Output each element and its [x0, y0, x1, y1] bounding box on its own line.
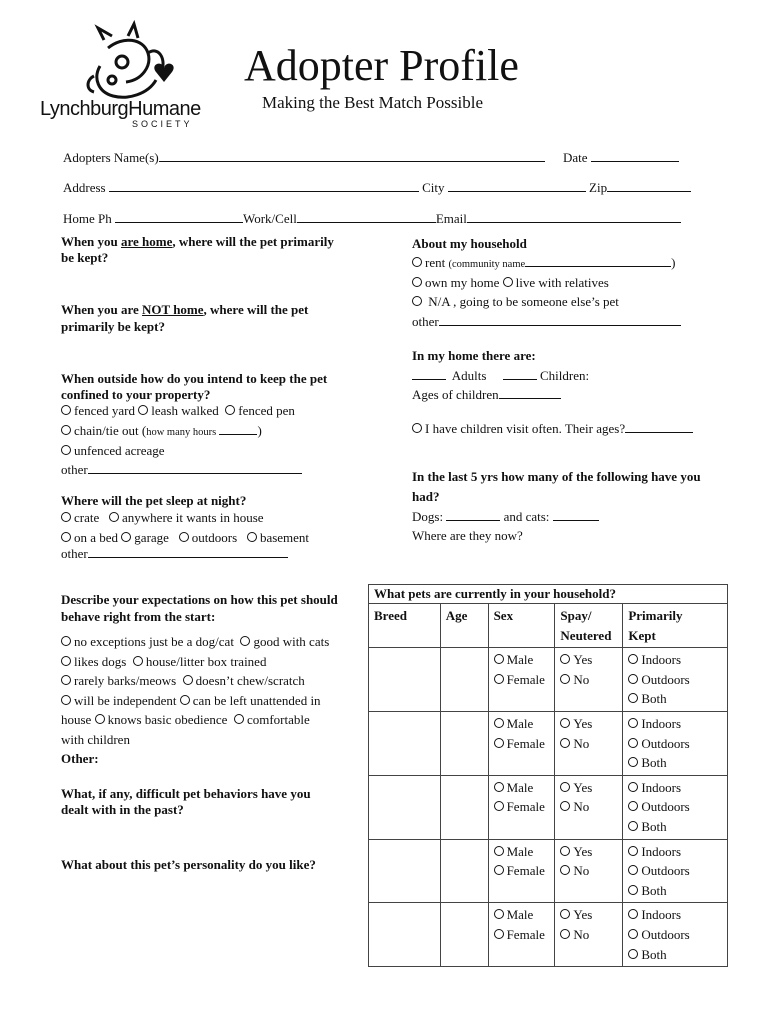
- opt-on-bed: on a bed: [74, 530, 119, 545]
- cats-input[interactable]: [553, 509, 599, 521]
- q1-line2: be kept?: [61, 250, 109, 265]
- radio-unattended[interactable]: [180, 695, 190, 705]
- radio-male[interactable]: [494, 846, 504, 856]
- last5-line1: In the last 5 yrs how many of the following have you: [412, 469, 701, 484]
- own-row: [412, 275, 609, 291]
- home-ph-input[interactable]: [115, 211, 243, 223]
- radio-indoors[interactable]: [628, 654, 638, 664]
- radio-outdoors-kept[interactable]: [628, 929, 638, 939]
- radio-outdoors[interactable]: [179, 532, 189, 542]
- opt-no: No: [573, 863, 590, 879]
- opt-basement: basement: [259, 530, 310, 545]
- opt-house-trained: house/litter box trained: [145, 654, 267, 669]
- opt-male: Male: [506, 907, 534, 923]
- q4-label: Where will the pet sleep at night?: [61, 493, 247, 508]
- opt-both: Both: [641, 946, 667, 962]
- opt-rent: rent: [425, 255, 446, 270]
- where-now: Where are they now?: [412, 528, 523, 543]
- pets-table-title: What pets are currently in your household?: [369, 585, 728, 604]
- opt-both: Both: [641, 691, 667, 707]
- header-spay: Spay/: [560, 608, 592, 623]
- visit-label: I have children visit often. Their ages?: [425, 421, 626, 436]
- radio-yes[interactable]: [560, 909, 570, 919]
- opt-no-chew: doesn’t chew/scratch: [195, 673, 305, 688]
- radio-male[interactable]: [494, 718, 504, 728]
- radio-female[interactable]: [494, 738, 504, 748]
- household-other: [412, 314, 681, 330]
- radio-no[interactable]: [560, 865, 570, 875]
- opt-male: Male: [506, 779, 534, 795]
- opt-male: Male: [506, 715, 534, 731]
- q5-row2: [61, 654, 266, 670]
- work-cell-input[interactable]: [297, 211, 436, 223]
- radio-outdoors-kept[interactable]: [628, 801, 638, 811]
- age-input[interactable]: [440, 775, 488, 839]
- q2-underlined: NOT home: [142, 302, 204, 317]
- opt-no: No: [573, 799, 590, 815]
- radio-comfortable[interactable]: [234, 714, 244, 724]
- radio-anywhere[interactable]: [109, 512, 119, 522]
- chain-hours-input[interactable]: [219, 423, 257, 435]
- q5-row6: with children: [61, 732, 130, 747]
- opt-chain: chain/tie out (: [74, 423, 147, 438]
- radio-obedience[interactable]: [95, 714, 105, 724]
- radio-female[interactable]: [494, 929, 504, 939]
- radio-both[interactable]: [628, 757, 638, 767]
- q5-row5: [61, 712, 310, 728]
- opt-relatives: live with relatives: [515, 275, 609, 290]
- page-title: Adopter Profile: [244, 41, 519, 90]
- q5-line2: behave right from the start:: [61, 609, 216, 624]
- q3-line1: When outside how do you intend to keep the pet: [61, 371, 328, 386]
- radio-visit[interactable]: [412, 423, 422, 433]
- cats-label: and cats:: [503, 509, 550, 524]
- radio-no[interactable]: [560, 929, 570, 939]
- col-age: [440, 604, 488, 648]
- q2-post: , where will the pet: [203, 302, 309, 317]
- opt-obedience: knows basic obedience: [107, 712, 228, 727]
- opt-female: Female: [506, 735, 545, 751]
- radio-outdoors-kept[interactable]: [628, 674, 638, 684]
- home-ph-label: Home Ph: [63, 211, 112, 226]
- email-input[interactable]: [467, 211, 681, 223]
- radio-crate[interactable]: [61, 512, 71, 522]
- household-heading: About my household: [412, 236, 527, 251]
- q1-post: , where will the pet primarily: [172, 234, 334, 249]
- q2-pre: When you are: [61, 302, 143, 317]
- q2-line2: primarily be kept?: [61, 319, 165, 334]
- q3-unfenced: [61, 443, 165, 459]
- opt-outdoors: outdoors: [191, 530, 238, 545]
- q5-line1: Describe your expectations on how this pet should: [61, 592, 338, 607]
- radio-relatives[interactable]: [503, 277, 513, 287]
- opt-own: own my home: [425, 275, 500, 290]
- opt-outdoors-kept: Outdoors: [641, 799, 690, 815]
- cat-logo-icon: [38, 18, 208, 106]
- opt-yes: Yes: [573, 907, 593, 923]
- opt-yes: Yes: [573, 715, 593, 731]
- page-subtitle: Making the Best Match Possible: [262, 93, 483, 112]
- opt-outdoors-kept: Outdoors: [641, 863, 690, 879]
- breed-input[interactable]: [369, 775, 441, 839]
- radio-both[interactable]: [628, 949, 638, 959]
- col-sex: [488, 604, 555, 648]
- radio-female[interactable]: [494, 865, 504, 875]
- radio-fenced-yard[interactable]: [61, 405, 71, 415]
- radio-no[interactable]: [560, 738, 570, 748]
- radio-good-cats[interactable]: [240, 636, 250, 646]
- radio-male[interactable]: [494, 654, 504, 664]
- radio-independent[interactable]: [61, 695, 71, 705]
- table-row: [369, 775, 728, 839]
- opt-no-exceptions: no exceptions just be a dog/cat: [74, 634, 234, 649]
- adults-input[interactable]: [412, 368, 446, 380]
- address-label: Address: [63, 180, 106, 195]
- radio-no[interactable]: [560, 801, 570, 811]
- header-neutered: Neutered: [560, 627, 612, 643]
- children-label: Children:: [539, 368, 590, 383]
- q5-row1: [61, 634, 329, 650]
- radio-both[interactable]: [628, 885, 638, 895]
- opt-indoors: Indoors: [641, 907, 682, 923]
- opt-unattended: can be left unattended in: [192, 693, 321, 708]
- ages-row: [412, 387, 561, 403]
- table-row: [369, 711, 728, 775]
- rent-row: [412, 255, 676, 271]
- q5-row3: [61, 673, 305, 689]
- radio-unfenced[interactable]: [61, 445, 71, 455]
- adults-label: Adults: [451, 368, 487, 383]
- opt-fenced-yard: fenced yard: [74, 403, 135, 418]
- household-other-label: other: [412, 314, 439, 329]
- opt-anywhere: anywhere it wants in house: [122, 510, 264, 525]
- q6-line2: dealt with in the past?: [61, 802, 184, 817]
- opt-comfortable: comfortable: [246, 712, 310, 727]
- logo: [38, 18, 208, 130]
- names-input[interactable]: [159, 150, 545, 162]
- header-primarily: Primarily: [628, 608, 683, 623]
- names-label: Adopters Name(s): [63, 150, 159, 165]
- q3-chain: [61, 423, 262, 439]
- opt-outdoors-kept: Outdoors: [641, 735, 690, 751]
- dogs-input[interactable]: [446, 509, 500, 521]
- address-input[interactable]: [109, 180, 419, 192]
- radio-chain[interactable]: [61, 425, 71, 435]
- q-not-home-kept: [61, 302, 308, 318]
- q5-row4: [61, 693, 321, 709]
- radio-yes[interactable]: [560, 654, 570, 664]
- in-home-heading: In my home there are:: [412, 348, 536, 363]
- ages-label: Ages of children: [412, 387, 499, 402]
- city-input[interactable]: [448, 180, 586, 192]
- q5-other: Other:: [61, 751, 99, 766]
- breed-input[interactable]: [369, 648, 441, 712]
- radio-male[interactable]: [494, 782, 504, 792]
- radio-own[interactable]: [412, 277, 422, 287]
- breed-input[interactable]: [369, 711, 441, 775]
- dogs-cats-row: [412, 509, 599, 525]
- chain-hours-label: how many hours: [146, 427, 217, 438]
- opt-male: Male: [506, 652, 534, 668]
- radio-house-trained[interactable]: [133, 656, 143, 666]
- opt-indoors: Indoors: [641, 843, 682, 859]
- opt-no: No: [573, 926, 590, 942]
- q3-other-input[interactable]: [88, 462, 302, 474]
- children-input[interactable]: [503, 368, 537, 380]
- radio-no-exceptions[interactable]: [61, 636, 71, 646]
- rent-community-label: (community name: [448, 259, 526, 270]
- age-input[interactable]: [440, 903, 488, 967]
- household-other-input[interactable]: [439, 314, 681, 326]
- q4-other-input[interactable]: [88, 546, 288, 558]
- radio-fenced-pen[interactable]: [225, 405, 235, 415]
- q3-options: [61, 403, 295, 419]
- opt-leash-walked: leash walked: [151, 403, 219, 418]
- header-breed: Breed: [374, 608, 407, 623]
- radio-outdoors-kept[interactable]: [628, 738, 638, 748]
- radio-leash-walked[interactable]: [138, 405, 148, 415]
- na-row: [412, 294, 619, 310]
- radio-male[interactable]: [494, 909, 504, 919]
- opt-fenced-pen: fenced pen: [238, 403, 295, 418]
- age-input[interactable]: [440, 839, 488, 903]
- opt-unfenced: unfenced acreage: [74, 443, 165, 458]
- table-row: [369, 903, 728, 967]
- q3-other: [61, 462, 302, 478]
- opt-indoors: Indoors: [641, 715, 682, 731]
- last5-line2: had?: [412, 489, 440, 504]
- opt-yes: Yes: [573, 779, 593, 795]
- opt-good-cats: good with cats: [253, 634, 330, 649]
- opt-indoors: Indoors: [641, 779, 682, 795]
- zip-input[interactable]: [607, 180, 691, 192]
- radio-yes[interactable]: [560, 846, 570, 856]
- radio-no-chew[interactable]: [183, 675, 193, 685]
- visit-row: [412, 421, 693, 437]
- table-row: [369, 648, 728, 712]
- opt-female: Female: [506, 926, 545, 942]
- opt-no: No: [573, 671, 590, 687]
- rent-end: ): [671, 255, 676, 270]
- pets-table: [368, 584, 728, 967]
- names-row: [63, 150, 545, 166]
- radio-female[interactable]: [494, 801, 504, 811]
- opt-rarely-barks: rarely barks/meows: [74, 673, 177, 688]
- q4-other-label: other: [61, 546, 88, 561]
- q4-row1: [61, 510, 264, 526]
- breed-input[interactable]: [369, 903, 441, 967]
- age-input[interactable]: [440, 648, 488, 712]
- radio-basement[interactable]: [247, 532, 257, 542]
- visit-ages-input[interactable]: [625, 421, 693, 433]
- opt-outdoors-kept: Outdoors: [641, 671, 690, 687]
- opt-indoors: Indoors: [641, 652, 682, 668]
- opt-female: Female: [506, 671, 545, 687]
- opt-male: Male: [506, 843, 534, 859]
- col-spay: [555, 604, 623, 648]
- q1-underlined: are home: [120, 234, 173, 249]
- q6-line1: What, if any, difficult pet behaviors have you: [61, 786, 311, 801]
- rent-community-input[interactable]: [525, 255, 671, 267]
- ages-input[interactable]: [499, 387, 561, 399]
- email-label: Email: [435, 211, 467, 226]
- opt-outdoors-kept: Outdoors: [641, 926, 690, 942]
- q4-other: [61, 546, 288, 562]
- phone-row: [63, 211, 681, 227]
- chain-end: ): [257, 423, 262, 438]
- radio-indoors[interactable]: [628, 718, 638, 728]
- logo-brand: LynchburgHumane: [40, 98, 201, 120]
- address-row: [63, 180, 691, 196]
- radio-indoors[interactable]: [628, 782, 638, 792]
- opt-garage: garage: [134, 530, 169, 545]
- radio-rent[interactable]: [412, 257, 422, 267]
- q3-line2: confined to your property?: [61, 387, 211, 402]
- radio-na[interactable]: [412, 296, 422, 306]
- col-kept: [623, 604, 728, 648]
- radio-rarely-barks[interactable]: [61, 675, 71, 685]
- table-row: [369, 839, 728, 903]
- radio-yes[interactable]: [560, 782, 570, 792]
- radio-indoors[interactable]: [628, 909, 638, 919]
- date-input[interactable]: [591, 150, 679, 162]
- opt-na: N/A , going to be someone else’s pet: [428, 294, 619, 309]
- dogs-label: Dogs:: [412, 509, 444, 524]
- breed-input[interactable]: [369, 839, 441, 903]
- radio-on-bed[interactable]: [61, 532, 71, 542]
- col-breed: [369, 604, 441, 648]
- q1-pre: When you: [61, 234, 121, 249]
- q3-other-label: other: [61, 462, 88, 477]
- opt-both: Both: [641, 755, 667, 771]
- header-sex: Sex: [493, 608, 514, 623]
- opt-yes: Yes: [573, 843, 593, 859]
- q-home-kept: [61, 234, 334, 250]
- opt-female: Female: [506, 863, 545, 879]
- radio-no[interactable]: [560, 674, 570, 684]
- opt-no: No: [573, 735, 590, 751]
- age-input[interactable]: [440, 711, 488, 775]
- opt-crate: crate: [74, 510, 100, 525]
- opt-both: Both: [641, 882, 667, 898]
- date-row: [563, 150, 679, 166]
- radio-outdoors-kept[interactable]: [628, 865, 638, 875]
- opt-yes: Yes: [573, 652, 593, 668]
- radio-garage[interactable]: [121, 532, 131, 542]
- opt-independent: will be independent: [74, 693, 177, 708]
- radio-indoors[interactable]: [628, 846, 638, 856]
- opt-both: Both: [641, 818, 667, 834]
- date-label: Date: [563, 150, 588, 165]
- adults-row: [412, 368, 589, 384]
- city-label: City: [422, 180, 445, 195]
- radio-female[interactable]: [494, 674, 504, 684]
- radio-likes-dogs[interactable]: [61, 656, 71, 666]
- q7-label: What about this pet’s personality do you like?: [61, 857, 316, 872]
- radio-both[interactable]: [628, 693, 638, 703]
- header-kept: Kept: [628, 627, 656, 643]
- opt-likes-dogs: likes dogs: [74, 654, 127, 669]
- zip-label: Zip: [589, 180, 608, 195]
- radio-yes[interactable]: [560, 718, 570, 728]
- q4-row2: [61, 530, 309, 546]
- radio-both[interactable]: [628, 821, 638, 831]
- work-cell-label: Work/Cell: [243, 211, 297, 226]
- opt-female: Female: [506, 799, 545, 815]
- q5-house: house: [61, 712, 92, 727]
- header-age: Age: [445, 608, 468, 623]
- logo-sub: SOCIETY: [132, 119, 193, 129]
